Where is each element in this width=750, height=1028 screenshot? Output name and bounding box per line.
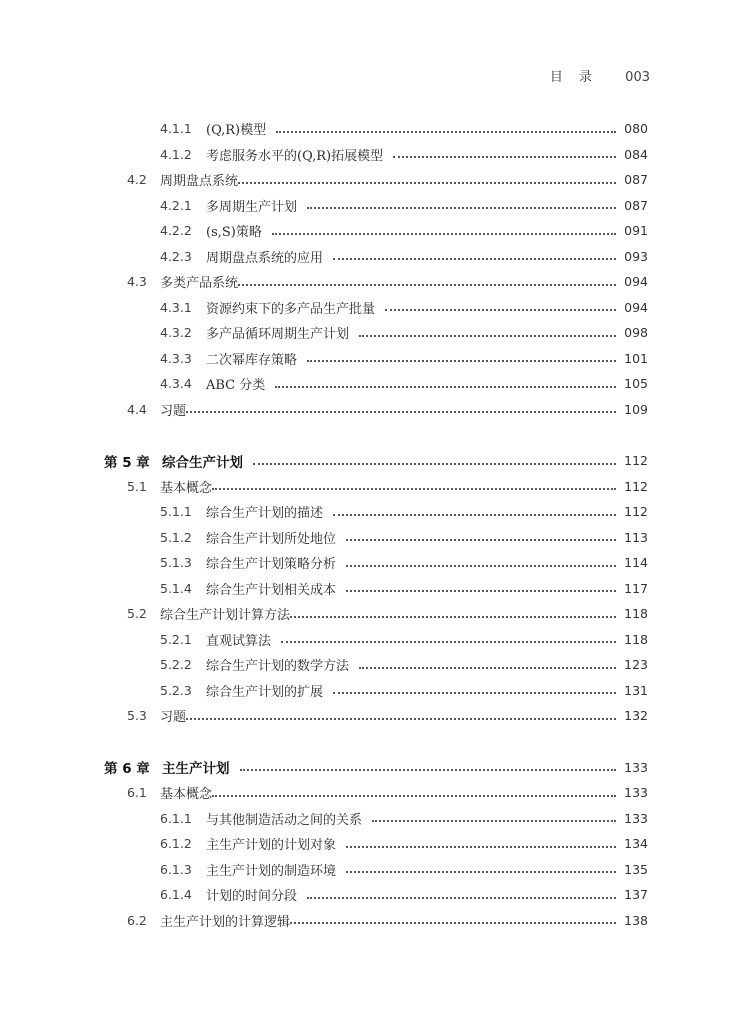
toc-entry-title: 基本概念 xyxy=(160,480,213,496)
toc-entry-page: 138 xyxy=(624,912,648,928)
dot-leader xyxy=(186,718,616,720)
toc-section-entry[interactable] xyxy=(0,167,750,193)
toc-entry-page: 094 xyxy=(624,299,648,315)
toc-section-entry[interactable] xyxy=(0,908,750,934)
dot-leader xyxy=(393,156,616,158)
toc-entry-page: 087 xyxy=(624,172,648,188)
toc-entry-number: 5.2.2 xyxy=(160,657,192,673)
toc-entry-title: 资源约束下的多产品生产批量 xyxy=(206,301,376,317)
dot-leader xyxy=(212,795,616,797)
toc-entry-page: 131 xyxy=(624,682,648,698)
header-title: 目 录 xyxy=(549,70,599,85)
dot-leader xyxy=(307,207,616,209)
toc-entry-number: 6.1.4 xyxy=(160,887,192,903)
toc-subsection-entry[interactable] xyxy=(0,346,750,372)
toc-subsection-entry[interactable] xyxy=(0,142,750,168)
toc-entry-title: 周期盘点系统 xyxy=(160,174,239,190)
toc-entry-title: 多周期生产计划 xyxy=(206,199,298,215)
toc-entry-number: 4.3.2 xyxy=(160,325,192,341)
toc-section-entry[interactable] xyxy=(0,474,750,500)
toc-entry-title: ABC 分类 xyxy=(206,378,266,394)
toc-section-entry[interactable] xyxy=(0,397,750,423)
dot-leader xyxy=(333,514,616,516)
toc-subsection-entry[interactable] xyxy=(0,499,750,525)
toc-entry-title: 主生产计划的计划对象 xyxy=(206,838,337,854)
dot-leader xyxy=(290,922,616,924)
toc-entry-page: 087 xyxy=(624,197,648,213)
header-page-number: 003 xyxy=(625,70,650,85)
toc-entry-title: 周期盘点系统的应用 xyxy=(206,250,324,266)
toc-entry-title: 基本概念 xyxy=(160,787,213,803)
toc-entry-page: 133 xyxy=(624,759,648,775)
dot-leader xyxy=(272,233,616,235)
toc-entry-title: 直观试算法 xyxy=(206,633,272,649)
toc-entry-number: 第 5 章 xyxy=(104,454,150,471)
toc-section-entry[interactable] xyxy=(0,703,750,729)
toc-entry-title: 综合生产计划计算方法 xyxy=(160,608,291,624)
toc-entry-number: 5.1.3 xyxy=(160,555,192,571)
dot-leader xyxy=(238,284,616,286)
toc-subsection-entry[interactable] xyxy=(0,116,750,142)
running-header xyxy=(550,66,650,85)
toc-subsection-entry[interactable] xyxy=(0,627,750,653)
toc-entry-number: 6.1.2 xyxy=(160,836,192,852)
dot-leader xyxy=(333,258,616,260)
dot-leader xyxy=(212,488,616,490)
toc-entry-number: 4.3 xyxy=(127,274,147,290)
toc-entry-number: 4.2.3 xyxy=(160,248,192,264)
toc-entry-page: 137 xyxy=(624,887,648,903)
dot-leader xyxy=(275,386,616,388)
toc-subsection-entry[interactable] xyxy=(0,678,750,704)
toc-subsection-entry[interactable] xyxy=(0,193,750,219)
toc-subsection-entry[interactable] xyxy=(0,652,750,678)
toc-subsection-entry[interactable] xyxy=(0,550,750,576)
toc-entry-title: 多产品循环周期生产计划 xyxy=(206,327,350,343)
toc-entry-title: 与其他制造活动之间的关系 xyxy=(206,812,363,828)
toc-entry-number: 5.1.2 xyxy=(160,529,192,545)
dot-leader xyxy=(346,846,616,848)
toc-entry-page: 134 xyxy=(624,836,648,852)
toc-subsection-entry[interactable] xyxy=(0,525,750,551)
toc-entry-page: 084 xyxy=(624,146,648,162)
toc-entry-title: 二次幂库存策略 xyxy=(206,352,298,368)
toc-subsection-entry[interactable] xyxy=(0,806,750,832)
toc-entry-number: 4.1.1 xyxy=(160,121,192,137)
toc-entry-page: 133 xyxy=(624,785,648,801)
dot-leader xyxy=(290,616,616,618)
toc-entry-number: 4.2 xyxy=(127,172,147,188)
toc-entry-page: 098 xyxy=(624,325,648,341)
toc-entry-page: 118 xyxy=(624,631,648,647)
toc-entry-title: 习题 xyxy=(160,403,187,419)
toc-entry-title: 习题 xyxy=(160,710,187,726)
toc-entry-title: 主生产计划的计算逻辑 xyxy=(160,914,291,930)
toc-entry-title: 综合生产计划策略分析 xyxy=(206,557,337,573)
toc-entry-title: 综合生产计划相关成本 xyxy=(206,582,337,598)
toc-entry-number: 5.1.4 xyxy=(160,580,192,596)
dot-leader xyxy=(186,411,616,413)
toc-entry-number: 4.3.1 xyxy=(160,299,192,315)
toc-entry-page: 113 xyxy=(624,529,648,545)
toc-entry-title: 综合生产计划所处地位 xyxy=(206,531,337,547)
toc-entry-page: 093 xyxy=(624,248,648,264)
toc-chapter-entry[interactable] xyxy=(0,755,750,781)
dot-leader xyxy=(281,641,616,643)
toc-subsection-entry[interactable] xyxy=(0,882,750,908)
toc-subsection-entry[interactable] xyxy=(0,218,750,244)
toc-subsection-entry[interactable] xyxy=(0,244,750,270)
toc-entry-page: 132 xyxy=(624,708,648,724)
dot-leader xyxy=(346,539,616,541)
toc-subsection-entry[interactable] xyxy=(0,831,750,857)
toc-subsection-entry[interactable] xyxy=(0,576,750,602)
toc-section-entry[interactable] xyxy=(0,269,750,295)
section-gap xyxy=(0,729,750,755)
table-of-contents xyxy=(0,116,750,933)
toc-chapter-entry[interactable] xyxy=(0,448,750,474)
toc-entry-page: 109 xyxy=(624,401,648,417)
toc-entry-page: 112 xyxy=(624,478,648,494)
toc-entry-page: 101 xyxy=(624,350,648,366)
toc-entry-page: 112 xyxy=(624,504,648,520)
toc-subsection-entry[interactable] xyxy=(0,295,750,321)
toc-entry-number: 第 6 章 xyxy=(104,761,150,778)
toc-entry-title: (s,S)策略 xyxy=(206,225,262,241)
toc-entry-number: 6.1 xyxy=(127,785,147,801)
toc-entry-title: 综合生产计划的扩展 xyxy=(206,684,324,700)
toc-entry-title: 综合生产计划 xyxy=(162,454,243,471)
toc-entry-number: 6.2 xyxy=(127,912,147,928)
toc-entry-number: 6.1.1 xyxy=(160,810,192,826)
toc-entry-page: 105 xyxy=(624,376,648,392)
toc-entry-page: 133 xyxy=(624,810,648,826)
toc-entry-page: 114 xyxy=(624,555,648,571)
toc-entry-title: 考虑服务水平的(Q,R)拓展模型 xyxy=(206,148,384,164)
toc-entry-number: 4.2.1 xyxy=(160,197,192,213)
dot-leader xyxy=(359,667,616,669)
toc-entry-number: 5.1 xyxy=(127,478,147,494)
dot-leader xyxy=(240,769,617,771)
toc-entry-page: 117 xyxy=(624,580,648,596)
dot-leader xyxy=(346,871,616,873)
dot-leader xyxy=(307,360,616,362)
toc-entry-page: 091 xyxy=(624,223,648,239)
dot-leader xyxy=(276,131,616,133)
toc-entry-number: 4.3.3 xyxy=(160,350,192,366)
toc-entry-number: 5.2.1 xyxy=(160,631,192,647)
toc-entry-title: 综合生产计划的描述 xyxy=(206,506,324,522)
dot-leader xyxy=(346,565,616,567)
dot-leader xyxy=(359,335,616,337)
toc-entry-page: 123 xyxy=(624,657,648,673)
dot-leader xyxy=(385,309,616,311)
section-gap xyxy=(0,422,750,448)
dot-leader xyxy=(346,590,616,592)
toc-entry-page: 112 xyxy=(624,453,648,469)
toc-entry-title: 计划的时间分段 xyxy=(206,889,298,905)
toc-entry-title: 综合生产计划的数学方法 xyxy=(206,659,350,675)
toc-entry-number: 5.2.3 xyxy=(160,682,192,698)
toc-entry-number: 5.2 xyxy=(127,606,147,622)
toc-entry-title: 主生产计划的制造环境 xyxy=(206,863,337,879)
toc-entry-number: 5.3 xyxy=(127,708,147,724)
toc-entry-page: 118 xyxy=(624,606,648,622)
toc-entry-number: 4.4 xyxy=(127,401,147,417)
toc-subsection-entry[interactable] xyxy=(0,371,750,397)
dot-leader xyxy=(238,182,616,184)
toc-entry-number: 4.1.2 xyxy=(160,146,192,162)
dot-leader xyxy=(372,820,616,822)
toc-entry-page: 080 xyxy=(624,121,648,137)
toc-entry-number: 4.2.2 xyxy=(160,223,192,239)
toc-entry-title: 主生产计划 xyxy=(162,761,230,778)
toc-subsection-entry[interactable] xyxy=(0,857,750,883)
toc-entry-number: 5.1.1 xyxy=(160,504,192,520)
toc-section-entry[interactable] xyxy=(0,601,750,627)
toc-entry-number: 4.3.4 xyxy=(160,376,192,392)
toc-section-entry[interactable] xyxy=(0,780,750,806)
toc-entry-title: (Q,R)模型 xyxy=(206,123,267,139)
toc-entry-page: 135 xyxy=(624,861,648,877)
toc-entry-title: 多类产品系统 xyxy=(160,276,239,292)
toc-entry-page: 094 xyxy=(624,274,648,290)
dot-leader xyxy=(253,463,616,465)
dot-leader xyxy=(307,897,616,899)
dot-leader xyxy=(333,692,616,694)
toc-entry-number: 6.1.3 xyxy=(160,861,192,877)
toc-subsection-entry[interactable] xyxy=(0,320,750,346)
